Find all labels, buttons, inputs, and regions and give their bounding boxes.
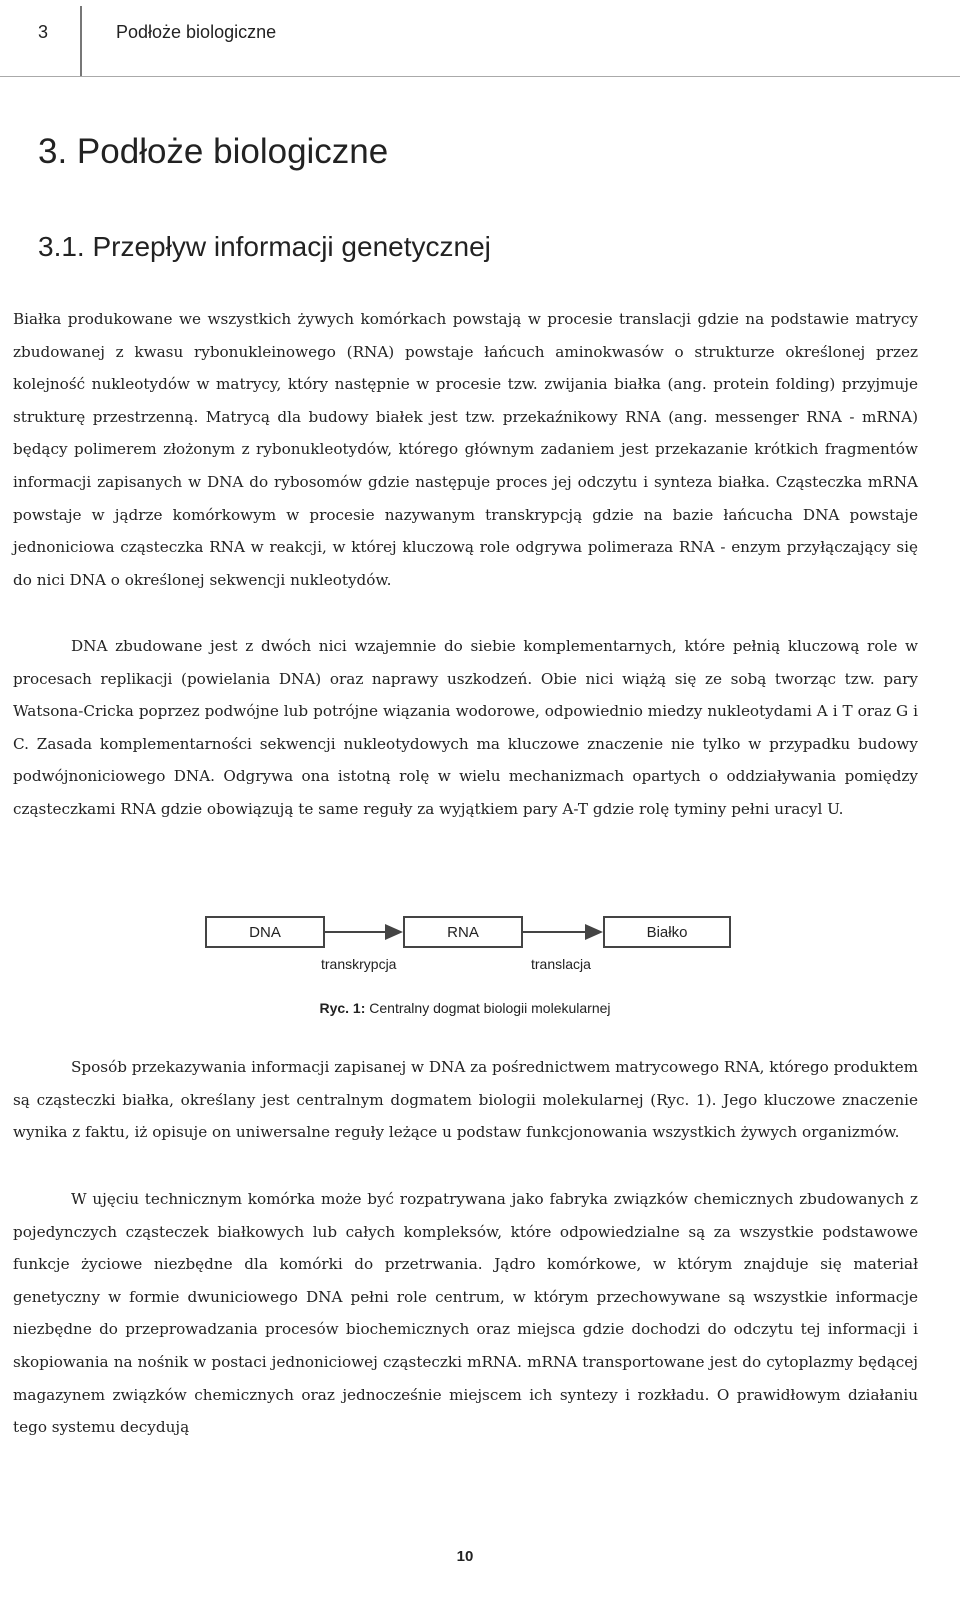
central-dogma-diagram: [195, 908, 735, 978]
paragraph-1: Białka produkowane we wszystkich żywych komórkach powstają w procesie translacji gdzie na podstawie matrycy zbudowanej z kwasu rybonukleinowego (RNA) powstaje łańcuch aminokwasów o strukturze określonej przez kolejność nukleotydów w matrycy, który następnie w procesie tzw. zwijania białka (ang. protein folding) przyjmuje strukturę przestrzenną. Matrycą dla budowy białek jest tzw. przekaźnikowy RNA (ang. messenger RNA - mRNA) będący polimerem złożonym z rybonukleotydów, którego głównym zadaniem jest przekazanie krótkich fragmentów informacji zapisanych w DNA do rybosomów gdzie następuje proces jej odczytu i synteza białka. Cząsteczka mRNA powstaje w jądrze komórkowym w procesie nazywanym transkrypcją gdzie na bazie łańcucha DNA powstaje jednoniciowa cząsteczka RNA w reakcji, w której kluczową role odgrywa polimeraza RNA - enzym przyłączający się do nici DNA o określonej sekwencji nukleotydów.: [13, 310, 918, 589]
page-number: 10: [456, 1548, 474, 1565]
section-heading: 3.1. Przepływ informacji genetycznej: [38, 231, 491, 262]
chapter-heading: 3. Podłoże biologiczne: [38, 132, 389, 171]
caption-label: Ryc. 1:: [319, 1000, 366, 1016]
diagram-box-dna: DNA: [205, 916, 325, 948]
paragraph-2: DNA zbudowane jest z dwóch nici wzajemnie do siebie komplementarnych, które pełnią kluczową role w procesach replikacji (powielania DNA) oraz naprawy uszkodzeń. Obie nici wiążą się ze sobą tworząc tzw. pary Watsona-Cricka poprzez podwójne lub potrójne wiązania wodorowe, odpowiednio miedzy nukleotydami A i T oraz G i C. Zasada komplementarności sekwencji nukleotydowych ma kluczowe znaczenie nie tylko w przypadku budowy podwójnoniciowego DNA. Odgrywa ona istotną rolę w wielu mechanizmach opartych o oddziaływania pomiędzy cząsteczkami RNA gdzie obowiązują te same reguły za wyjątkiem pary A-T gdzie rolę tyminy pełni uracyl U.: [13, 637, 918, 818]
diagram-box-rna: RNA: [403, 916, 523, 948]
paragraph-4: W ujęciu technicznym komórka może być rozpatrywana jako fabryka związków chemicznych zbudowanych z pojedynczych cząsteczek białkowych lub całych kompleksów, które odpowiedzialne są za wszystkie podstawowe funkcje życiowe niezbędne dla komórki do przetrwania. Jądro komórkowe, w którym znajduje się materiał genetyczny w formie dwuniciowego DNA pełni role centrum, w którym przechowywane są wszystkie informacje niezbędne do przeprowadzania procesów biochemicznych oraz miejsca gdzie dochodzi do odczytu tej informacji i skopiowania na nośnik w postaci jednoniciowej cząsteczki mRNA. mRNA transportowane jest do cytoplazmy będącej magazynem związków chemicznych oraz jednocześnie miejscem ich syntezy i rozkładu. O prawidłowym działaniu tego systemu decydują: [13, 1190, 918, 1437]
label-translacja: translacja: [531, 956, 591, 972]
header-divider-vertical: [80, 6, 82, 76]
header-chapter-title: Podłoże biologiczne: [116, 22, 277, 42]
diagram-box-bialko: Białko: [603, 916, 731, 948]
caption-text: Centralny dogmat biologii molekularnej: [365, 1000, 611, 1016]
page-header: [0, 0, 960, 78]
figure-caption: [0, 1000, 930, 1016]
label-transkrypcja: transkrypcja: [321, 956, 397, 972]
header-divider-horizontal: [0, 76, 960, 77]
paragraph-3: Sposób przekazywania informacji zapisanej w DNA za pośrednictwem matrycowego RNA, którego produktem są cząsteczki białka, określany jest centralnym dogmatem biologii molekularnej (Ryc. 1). Jego kluczowe znaczenie wynika z faktu, iż opisuje on uniwersalne reguły leżące u podstaw funkcjonowania wszystkich żywych organizmów.: [13, 1058, 918, 1142]
header-chapter-number: 3: [38, 22, 49, 42]
